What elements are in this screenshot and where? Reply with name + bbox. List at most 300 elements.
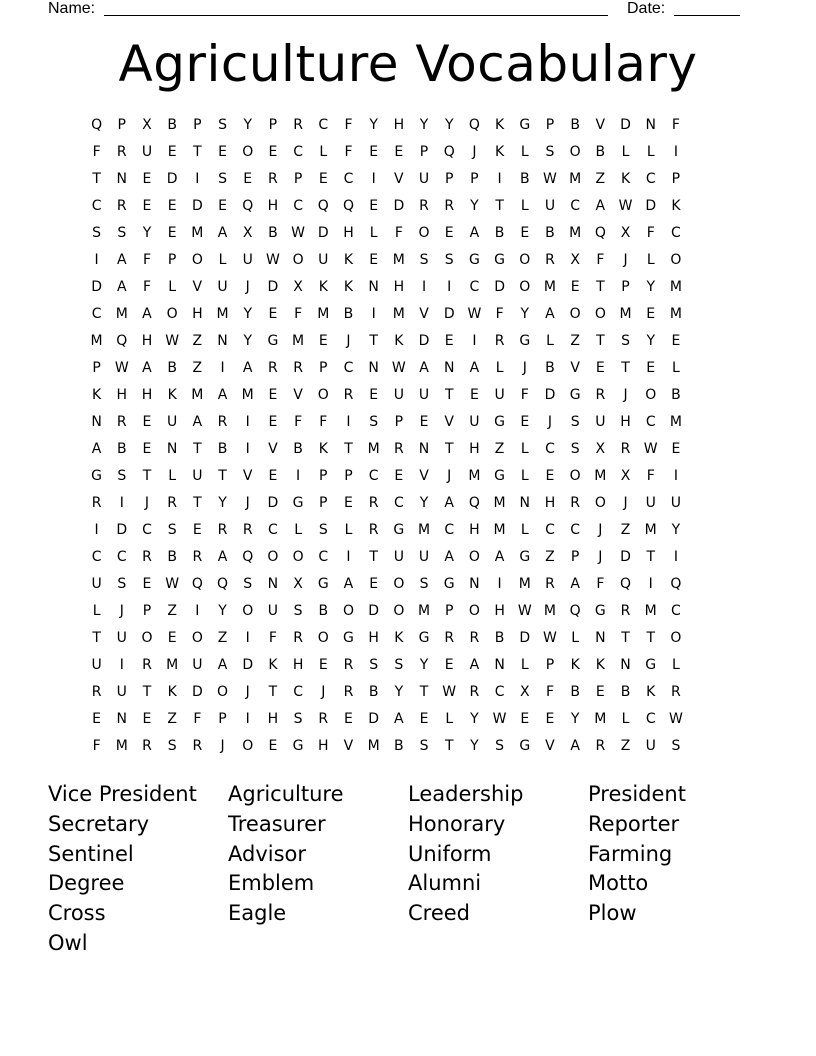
grid-letter: B xyxy=(268,225,278,241)
grid-letter: S xyxy=(671,738,681,754)
grid-letter: R xyxy=(293,360,303,376)
grid-letter: J xyxy=(522,360,527,376)
grid-letter: W xyxy=(668,711,683,727)
grid-letter: D xyxy=(267,495,279,511)
grid-letter: O xyxy=(569,306,581,322)
grid-letter: Y xyxy=(419,657,429,673)
grid-letter: B xyxy=(494,630,505,646)
grid-letter: G xyxy=(292,495,304,511)
grid-letter: Y xyxy=(419,495,429,511)
grid-letter: H xyxy=(469,522,480,538)
grid-letter: P xyxy=(319,468,328,484)
grid-letter: G xyxy=(519,333,531,349)
grid-letter: C xyxy=(116,549,127,565)
grid-letter: Q xyxy=(468,117,480,133)
grid-letter: E xyxy=(268,387,278,403)
grid-letter: P xyxy=(444,171,454,187)
grid-row xyxy=(84,625,732,652)
grid-letter: I xyxy=(421,279,427,295)
grid-letter: H xyxy=(494,603,505,619)
grid-letter: O xyxy=(292,252,304,268)
name-label: Name: xyxy=(48,0,96,17)
grid-letter: J xyxy=(144,495,150,511)
date-label: Date: xyxy=(627,0,666,17)
grid-letter: Z xyxy=(167,603,177,619)
grid-letter: T xyxy=(444,387,454,403)
grid-letter: H xyxy=(141,387,153,403)
word-list-item: Owl xyxy=(48,930,88,955)
grid-letter: O xyxy=(468,549,480,565)
grid-letter: K xyxy=(646,684,656,700)
grid-letter: K xyxy=(620,171,631,187)
grid-letter: T xyxy=(495,198,504,214)
grid-letter: R xyxy=(318,711,329,727)
grid-letter: E xyxy=(520,414,530,430)
grid-letter: S xyxy=(318,522,328,538)
grid-letter: V xyxy=(595,117,606,133)
grid-letter: C xyxy=(671,603,681,619)
grid-letter: D xyxy=(368,711,380,727)
grid-letter: B xyxy=(494,225,505,241)
grid-letter: P xyxy=(671,171,681,187)
grid-letter: A xyxy=(192,414,203,430)
grid-letter: B xyxy=(545,360,555,376)
word-list-item: Farming xyxy=(588,841,673,866)
grid-letter: O xyxy=(166,306,178,322)
grid-letter: F xyxy=(268,630,277,646)
grid-letter: R xyxy=(116,414,127,430)
grid-letter: F xyxy=(671,117,680,133)
grid-letter: T xyxy=(621,360,630,376)
grid-letter: D xyxy=(317,225,329,241)
grid-letter: J xyxy=(623,387,628,403)
word-list-item: Vice President xyxy=(48,782,197,806)
word-list-item: President xyxy=(588,782,686,806)
grid-letter: E xyxy=(545,711,555,727)
grid-letter: H xyxy=(141,333,153,349)
grid-letter: E xyxy=(167,198,177,214)
grid-letter: E xyxy=(318,333,328,349)
grid-letter: A xyxy=(116,279,127,295)
grid-letter: I xyxy=(497,171,502,187)
grid-letter: M xyxy=(468,468,481,484)
grid-letter: Y xyxy=(646,333,655,349)
grid-letter: T xyxy=(142,684,152,700)
grid-letter: E xyxy=(268,738,278,754)
grid-letter: M xyxy=(569,171,582,187)
grid-letter: K xyxy=(671,198,681,214)
grid-letter: D xyxy=(166,171,178,187)
grid-letter: N xyxy=(469,576,480,592)
grid-row xyxy=(84,409,732,436)
grid-letter: C xyxy=(293,198,303,214)
grid-letter: P xyxy=(545,657,555,673)
grid-letter: C xyxy=(293,144,303,160)
grid-letter: W xyxy=(517,603,532,619)
grid-letter: L xyxy=(520,657,529,673)
grid-letter: R xyxy=(268,360,278,376)
grid-letter: R xyxy=(595,387,606,403)
grid-letter: M xyxy=(669,279,682,295)
grid-letter: X xyxy=(142,117,152,133)
grid-letter: E xyxy=(344,495,353,511)
grid-letter: T xyxy=(596,333,605,349)
grid-letter: I xyxy=(245,414,250,430)
grid-letter: B xyxy=(570,117,580,133)
grid-letter: J xyxy=(472,144,477,160)
grid-letter: C xyxy=(268,522,278,538)
grid-letter: L xyxy=(445,711,454,727)
grid-letter: Y xyxy=(142,225,152,241)
grid-letter: I xyxy=(245,441,250,457)
grid-letter: W xyxy=(165,576,180,592)
grid-letter: F xyxy=(344,144,353,160)
grid-letter: M xyxy=(644,522,657,538)
grid-letter: O xyxy=(191,630,203,646)
grid-letter: O xyxy=(393,576,405,592)
grid-letter: R xyxy=(192,738,203,754)
grid-letter: Y xyxy=(394,684,404,700)
grid-letter: E xyxy=(394,468,404,484)
grid-letter: P xyxy=(117,117,126,133)
grid-letter: N xyxy=(519,495,531,511)
grid-letter: V xyxy=(545,738,555,754)
grid-letter: F xyxy=(520,387,529,403)
grid-letter: O xyxy=(141,630,153,646)
grid-letter: E xyxy=(444,333,454,349)
grid-letter: N xyxy=(368,360,379,376)
grid-letter: E xyxy=(318,657,328,673)
grid-letter: M xyxy=(392,306,405,322)
grid-letter: E xyxy=(646,360,656,376)
grid-letter: Y xyxy=(369,117,378,133)
word-list-item: Sentinel xyxy=(48,841,134,866)
grid-letter: H xyxy=(368,630,379,646)
grid-letter: V xyxy=(268,441,278,457)
grid-letter: E xyxy=(671,441,681,457)
grid-letter: P xyxy=(142,603,152,619)
grid-letter: T xyxy=(193,144,202,160)
grid-letter: O xyxy=(519,279,531,295)
grid-letter: P xyxy=(570,549,580,565)
grid-letter: D xyxy=(368,603,380,619)
grid-letter: P xyxy=(92,360,101,376)
grid-letter: I xyxy=(195,171,200,187)
grid-letter: W xyxy=(165,333,180,349)
grid-letter: E xyxy=(369,387,379,403)
grid-letter: W xyxy=(643,441,658,457)
grid-letter: D xyxy=(191,198,203,214)
grid-letter: T xyxy=(193,441,202,457)
grid-letter: E xyxy=(268,414,278,430)
grid-letter: M xyxy=(619,306,632,322)
grid-letter: B xyxy=(167,117,177,133)
grid-letter: N xyxy=(368,279,379,295)
grid-letter: M xyxy=(543,279,557,295)
word-list-item: Eagle xyxy=(228,901,287,926)
grid-letter: R xyxy=(620,441,631,457)
grid-letter: X xyxy=(620,468,631,484)
grid-letter: E xyxy=(671,333,681,349)
grid-letter: V xyxy=(570,360,580,376)
grid-letter: B xyxy=(116,441,127,457)
grid-letter: O xyxy=(569,468,581,484)
grid-letter: U xyxy=(217,279,228,295)
grid-letter: L xyxy=(520,522,529,538)
grid-letter: M xyxy=(417,603,431,619)
grid-letter: N xyxy=(494,657,505,673)
grid-letter: G xyxy=(267,333,279,349)
grid-letter: Y xyxy=(444,117,454,133)
grid-letter: L xyxy=(672,360,680,376)
word-list-item: Creed xyxy=(408,901,471,926)
grid-letter: Z xyxy=(620,738,631,754)
grid-letter: N xyxy=(116,171,128,187)
word-list-item: Degree xyxy=(48,871,125,896)
grid-letter: K xyxy=(343,252,354,268)
grid-letter: H xyxy=(292,657,304,673)
grid-letter: C xyxy=(469,279,480,295)
grid-letter: Q xyxy=(670,576,682,592)
grid-letter: M xyxy=(594,468,607,484)
grid-letter: E xyxy=(344,711,353,727)
grid-letter: R xyxy=(293,630,303,646)
grid-letter: F xyxy=(646,225,655,241)
grid-letter: U xyxy=(267,603,279,619)
grid-letter: E xyxy=(520,225,530,241)
grid-letter: J xyxy=(119,603,124,619)
grid-letter: T xyxy=(142,468,152,484)
grid-letter: O xyxy=(569,144,581,160)
grid-letter: V xyxy=(394,171,404,187)
grid-letter: E xyxy=(142,441,152,457)
grid-letter: L xyxy=(646,144,655,160)
grid-letter: S xyxy=(117,225,127,241)
grid-letter: J xyxy=(598,522,603,538)
grid-letter: N xyxy=(645,117,656,133)
grid-letter: B xyxy=(595,144,606,160)
grid-letter: C xyxy=(343,360,354,376)
date-blank-line xyxy=(674,15,740,16)
grid-letter: C xyxy=(545,441,555,457)
grid-letter: T xyxy=(268,684,278,700)
grid-letter: A xyxy=(91,441,102,457)
grid-letter: P xyxy=(444,603,454,619)
grid-letter: Z xyxy=(545,549,555,565)
grid-letter: I xyxy=(371,306,376,322)
word-list-item: Treasurer xyxy=(228,811,326,836)
word-list-item: Leadership xyxy=(408,782,524,806)
grid-letter: E xyxy=(142,414,152,430)
grid-letter: G xyxy=(519,117,531,133)
grid-letter: L xyxy=(646,252,655,268)
grid-letter: M xyxy=(367,738,380,754)
grid-letter: V xyxy=(242,468,253,484)
grid-letter: E xyxy=(142,711,152,727)
grid-letter: C xyxy=(494,684,505,700)
grid-letter: S xyxy=(218,171,227,187)
grid-letter: C xyxy=(545,522,555,538)
grid-letter: L xyxy=(168,468,177,484)
grid-letter: S xyxy=(570,414,580,430)
grid-row xyxy=(84,598,732,625)
grid-letter: T xyxy=(369,549,378,565)
grid-letter: U xyxy=(242,252,253,268)
grid-row xyxy=(84,112,732,139)
grid-letter: T xyxy=(92,171,101,187)
grid-letter: S xyxy=(419,252,429,268)
grid-letter: A xyxy=(595,198,606,214)
grid-letter: Q xyxy=(191,576,203,592)
grid-letter: M xyxy=(292,333,305,349)
grid-letter: I xyxy=(119,657,124,673)
grid-letter: M xyxy=(90,333,103,349)
grid-letter: R xyxy=(444,198,455,214)
grid-letter: U xyxy=(418,549,430,565)
grid-letter: O xyxy=(242,738,254,754)
grid-letter: K xyxy=(92,387,102,403)
grid-letter: A xyxy=(545,306,555,322)
grid-letter: O xyxy=(242,144,254,160)
grid-letter: L xyxy=(520,468,529,484)
grid-letter: E xyxy=(570,279,580,295)
grid-letter: K xyxy=(318,279,328,295)
grid-letter: G xyxy=(594,603,606,619)
grid-letter: M xyxy=(669,306,682,322)
grid-letter: E xyxy=(369,576,379,592)
grid-letter: J xyxy=(547,414,553,430)
grid-letter: C xyxy=(343,171,354,187)
grid-letter: Y xyxy=(243,117,252,133)
grid-row xyxy=(84,571,732,598)
grid-letter: P xyxy=(167,252,177,268)
word-list xyxy=(48,780,768,959)
grid-letter: M xyxy=(669,414,682,430)
word-list-item: Motto xyxy=(588,871,649,896)
grid-letter: D xyxy=(645,198,657,214)
grid-letter: B xyxy=(217,441,228,457)
grid-letter: G xyxy=(443,576,455,592)
grid-letter: O xyxy=(519,252,531,268)
grid-letter: S xyxy=(369,657,379,673)
grid-letter: S xyxy=(117,468,127,484)
grid-letter: R xyxy=(419,198,429,214)
grid-letter: C xyxy=(444,522,455,538)
grid-letter: N xyxy=(116,711,128,727)
grid-letter: E xyxy=(218,198,227,214)
worksheet-header xyxy=(0,0,816,22)
grid-letter: B xyxy=(318,603,329,619)
grid-letter: E xyxy=(646,306,656,322)
grid-letter: O xyxy=(342,603,354,619)
grid-letter: J xyxy=(321,684,326,700)
grid-letter: L xyxy=(168,279,177,295)
grid-letter: L xyxy=(294,522,302,538)
grid-letter: U xyxy=(91,576,102,592)
grid-letter: M xyxy=(594,711,607,727)
grid-letter: M xyxy=(644,603,657,619)
grid-row xyxy=(84,220,732,247)
grid-letter: T xyxy=(444,738,454,754)
grid-letter: W xyxy=(543,630,557,646)
grid-letter: O xyxy=(594,495,606,511)
grid-letter: Z xyxy=(192,333,203,349)
grid-letter: W xyxy=(265,252,280,268)
grid-letter: U xyxy=(116,630,127,646)
grid-letter: G xyxy=(494,252,506,268)
grid-letter: I xyxy=(296,468,301,484)
grid-letter: E xyxy=(419,414,429,430)
grid-letter: L xyxy=(520,144,529,160)
grid-letter: U xyxy=(192,657,203,673)
grid-letter: A xyxy=(394,711,404,727)
grid-letter: C xyxy=(318,549,329,565)
grid-letter: N xyxy=(443,360,455,376)
grid-letter: H xyxy=(393,279,405,295)
grid-letter: M xyxy=(493,495,506,511)
grid-letter: U xyxy=(670,495,682,511)
grid-letter: G xyxy=(569,387,581,403)
grid-letter: M xyxy=(543,603,557,619)
grid-letter: U xyxy=(116,684,127,700)
grid-letter: H xyxy=(393,117,405,133)
grid-letter: L xyxy=(621,711,630,727)
grid-letter: N xyxy=(418,441,430,457)
grid-letter: S xyxy=(419,738,429,754)
grid-row xyxy=(84,706,732,733)
grid-letter: D xyxy=(418,333,430,349)
grid-letter: B xyxy=(620,684,631,700)
grid-letter: K xyxy=(394,630,404,646)
grid-letter: S xyxy=(495,738,505,754)
grid-letter: M xyxy=(392,252,405,268)
grid-letter: E xyxy=(142,171,152,187)
grid-letter: H xyxy=(544,495,556,511)
grid-letter: Q xyxy=(620,576,632,592)
grid-letter: G xyxy=(292,738,304,754)
grid-letter: R xyxy=(469,630,480,646)
grid-letter: E xyxy=(369,198,379,214)
grid-letter: E xyxy=(243,171,253,187)
grid-row xyxy=(84,679,732,706)
grid-letter: S xyxy=(419,576,429,592)
grid-letter: L xyxy=(92,603,101,619)
grid-letter: O xyxy=(317,630,329,646)
grid-letter: W xyxy=(492,711,507,727)
grid-letter: C xyxy=(91,549,102,565)
grid-letter: U xyxy=(494,387,505,403)
grid-letter: T xyxy=(419,684,429,700)
grid-letter: O xyxy=(267,549,279,565)
grid-letter: T xyxy=(621,630,630,646)
grid-letter: A xyxy=(217,387,228,403)
grid-letter: H xyxy=(620,414,631,430)
grid-letter: E xyxy=(545,468,555,484)
letter-grid xyxy=(84,112,732,760)
grid-letter: W xyxy=(442,684,457,700)
grid-letter: Y xyxy=(419,117,429,133)
grid-letter: S xyxy=(545,144,555,160)
grid-letter: H xyxy=(192,306,203,322)
grid-letter: D xyxy=(242,657,254,673)
grid-letter: H xyxy=(267,198,279,214)
grid-letter: C xyxy=(91,198,102,214)
grid-row xyxy=(84,301,732,328)
grid-letter: T xyxy=(92,630,101,646)
grid-letter: Q xyxy=(242,549,254,565)
grid-letter: K xyxy=(318,441,328,457)
grid-letter: V xyxy=(419,468,429,484)
